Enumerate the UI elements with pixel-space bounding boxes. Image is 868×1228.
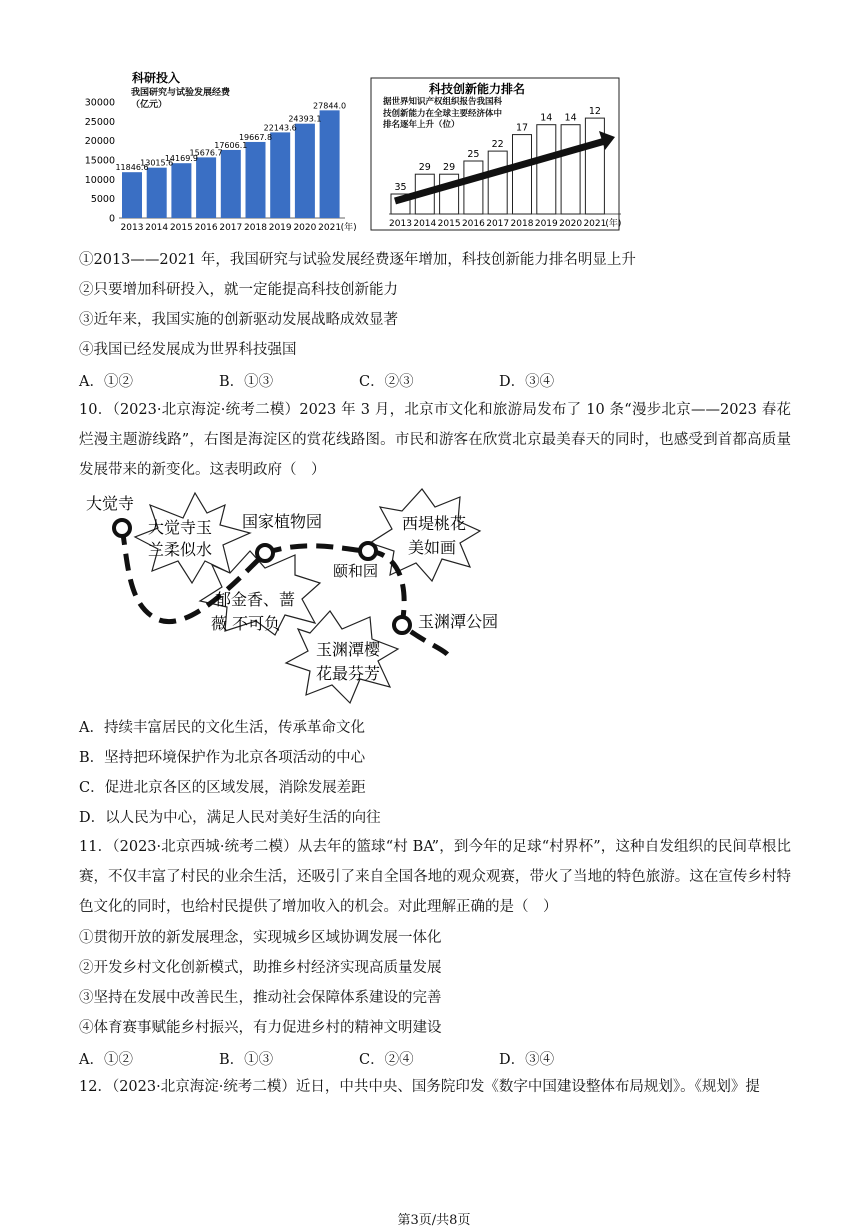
q9-option-c[interactable]: C．②③ (359, 374, 414, 390)
marker-botanical-garden (257, 545, 273, 561)
chart2-value-label: 25 (467, 149, 480, 160)
page-footer: 第3页/共8页 (397, 1213, 471, 1228)
chart2-bar (537, 125, 556, 214)
q11-option-b[interactable]: B．①③ (219, 1052, 274, 1068)
chart1-xtick: 2020 (293, 223, 317, 233)
q9-option-d[interactable]: D．③④ (499, 374, 555, 390)
chart1-ytick: 0 (108, 213, 115, 225)
chart1-x-unit: (年) (340, 223, 357, 233)
q11-stem: 11．（2023·北京西城·统考二模）从去年的篮球“村 BA”，到今年的足球“村界杯”，这种自发组织的民间草根比赛，不仅丰富了村民的业余生活，还吸引了来自全国各地的观众观赛，带火了当地的特色旅游。这在宣传乡村特色文化的同时，也给村民提供了增加收入的机会。对此理解正确的是（ ） (79, 839, 791, 915)
bubble-yuyuantan-line1: 玉渊潭樱 (316, 640, 381, 659)
marker-yuyuantan (394, 617, 410, 633)
q11-item-3: ③坚持在发展中改善民生，推动社会保障体系建设的完善 (79, 990, 442, 1006)
chart1-ytick: 30000 (84, 97, 115, 109)
chart1-ytick: 5000 (90, 194, 115, 206)
chart2-xtick: 2019 (534, 219, 558, 229)
chart1-xtick: 2019 (268, 223, 292, 233)
marker-dajuesi (114, 520, 130, 536)
chart1-bar (270, 132, 290, 218)
q11-option-a[interactable]: A．①② (79, 1052, 133, 1068)
chart1-value-label: 11846.6 (115, 163, 149, 173)
chart2-xtick: 2021 (583, 219, 607, 229)
chart2-x-unit: (年) (605, 219, 622, 229)
q9-item-3: ③近年来，我国实施的创新驱动发展战略成效显著 (79, 312, 398, 328)
bubble-xidi-line2: 美如画 (408, 538, 457, 557)
q10-option-d[interactable]: D．以人民为中心，满足人民对美好生活的向往 (79, 810, 381, 826)
q11-item-2: ②开发乡村文化创新模式，助推乡村经济实现高质量发展 (79, 960, 442, 976)
chart2-xtick: 2013 (389, 219, 412, 229)
chart1-ytick: 10000 (84, 174, 115, 186)
q9-option-b[interactable]: B．①③ (219, 374, 274, 390)
chart2-xtick: 2017 (486, 219, 510, 229)
place-dajuesi: 大觉寺 (86, 494, 135, 513)
q10-option-a[interactable]: A．持续丰富居民的文化生活，传承革命文化 (79, 720, 365, 736)
chart2-xtick: 2016 (461, 219, 485, 229)
bubble-xidi (370, 489, 480, 581)
chart1-xtick: 2014 (145, 223, 169, 233)
chart1-ytick: 15000 (84, 155, 115, 167)
bubble-dajuesi-line2: 兰柔似水 (148, 540, 213, 559)
chart1-bar (147, 168, 167, 218)
chart2-value-label: 29 (443, 162, 456, 174)
chart1-bar (221, 150, 241, 218)
chart1-value-label: 22143.6 (263, 123, 297, 133)
q12-stem: 12．（2023·北京海淀·统考二模）近日，中共中央、国务院印发《数字中国建设整体布局规划》。《规划》提 (79, 1079, 760, 1095)
q9-item-4: ④我国已经发展成为世界科技强国 (79, 342, 297, 358)
chart2-xtick: 2014 (413, 219, 437, 229)
chart2-xtick: 2018 (510, 219, 534, 229)
q10-option-c[interactable]: C．促进北京各区的区域发展，消除发展差距 (79, 780, 366, 796)
chart1-subtitle: 我国研究与试验发展经费（亿元） (131, 88, 231, 110)
innovation-rank-chart (369, 77, 659, 233)
chart1-value-label: 17606.1 (214, 140, 248, 150)
q9-item-2: ②只要增加科研投入，就一定能提高科技创新能力 (79, 282, 398, 298)
q11-item-1: ①贯彻开放的新发展理念，实现城乡区域协调发展一体化 (79, 930, 442, 946)
bubble-tulip-line2: 薇 不可负 (211, 614, 281, 633)
place-summer-palace: 颐和园 (333, 562, 379, 580)
q11-options (79, 1048, 639, 1069)
q9-option-a[interactable]: A．①② (79, 374, 133, 390)
chart2-value-label: 22 (491, 139, 504, 151)
chart1-value-label: 24393.1 (288, 114, 322, 124)
chart1-value-label: 15676.7 (189, 148, 223, 158)
haidian-flower-route-map (80, 483, 520, 708)
chart2-value-label: 29 (418, 162, 431, 174)
chart1-xtick: 2018 (244, 223, 267, 233)
marker-summer-palace (360, 543, 376, 559)
chart2-xtick: 2015 (437, 219, 461, 229)
chart2-xtick: 2020 (559, 219, 583, 229)
chart2-bar (561, 125, 580, 214)
chart1-bar (171, 163, 191, 218)
q10-option-b[interactable]: B．坚持把环境保护作为北京各项活动的中心 (79, 750, 366, 766)
chart2-bar (464, 161, 483, 214)
chart1-bar (320, 110, 340, 218)
place-botanical-garden: 国家植物园 (242, 512, 323, 531)
chart1-bar (246, 142, 266, 218)
chart2-title: 科技创新能力排名 (428, 82, 526, 96)
bubble-xidi-line1: 西堤桃花 (402, 514, 467, 533)
chart2-value-label: 14 (540, 112, 553, 124)
q11-option-c[interactable]: C．②④ (359, 1052, 414, 1068)
chart1-ytick: 20000 (84, 136, 115, 148)
chart2-subtitle: 据世界知识产权组织报告我国科技创新能力在全球主要经济体中排名逐年上升（位） (383, 97, 503, 130)
chart1-xtick: 2021 (318, 223, 342, 233)
chart1-xtick: 2015 (169, 223, 193, 233)
q10-stem: 10．（2023·北京海淀·统考二模）2023 年 3 月，北京市文化和旅游局发布了 10 条“漫步北京——2023 春花烂漫主题游线路”，右图是海淀区的赏花线路图。市民和游客在欣赏北京最美春天的同时，也感受到首都高质量发展带来的新变化。这表明政府（ ） (79, 402, 791, 478)
chart1-title: 科研投入 (132, 71, 181, 85)
chart1-value-label: 19667.8 (238, 132, 273, 142)
chart2-value-label: 17 (515, 122, 529, 134)
bubble-yuyuantan-line2: 花最芬芳 (316, 664, 381, 683)
chart1-value-label: 13015.6 (140, 158, 174, 168)
chart1-bar (196, 157, 216, 218)
bubble-dajuesi-line1: 大觉寺玉 (148, 518, 213, 537)
chart1-bar (122, 172, 142, 218)
q11-item-4: ④体育赛事赋能乡村振兴，有力促进乡村的精神文明建设 (79, 1020, 442, 1036)
chart2-value-label: 12 (588, 106, 601, 118)
place-yuyuantan: 玉渊潭公园 (418, 612, 499, 631)
chart1-xtick: 2016 (194, 223, 218, 233)
bubble-tulip-line1: 郁金香、蔷 (215, 590, 296, 609)
q11-option-d[interactable]: D．③④ (499, 1052, 555, 1068)
q9-options (79, 370, 639, 391)
rd-funding-chart (84, 65, 360, 235)
chart1-xtick: 2013 (120, 223, 144, 233)
chart2-value-label: 35 (394, 182, 407, 193)
chart1-bar (295, 124, 315, 218)
chart1-xtick: 2017 (219, 223, 243, 233)
chart1-ytick: 25000 (84, 116, 115, 128)
chart1-value-label: 14169.9 (164, 154, 198, 164)
chart2-value-label: 14 (564, 112, 577, 124)
chart2-bar (513, 135, 532, 214)
q9-item-1: ①2013——2021 年，我国研究与试验发展经费逐年增加，科技创新能力排名明显上升 (79, 252, 636, 268)
chart1-value-label: 27844.0 (313, 101, 347, 111)
chart2-bar (488, 151, 507, 214)
